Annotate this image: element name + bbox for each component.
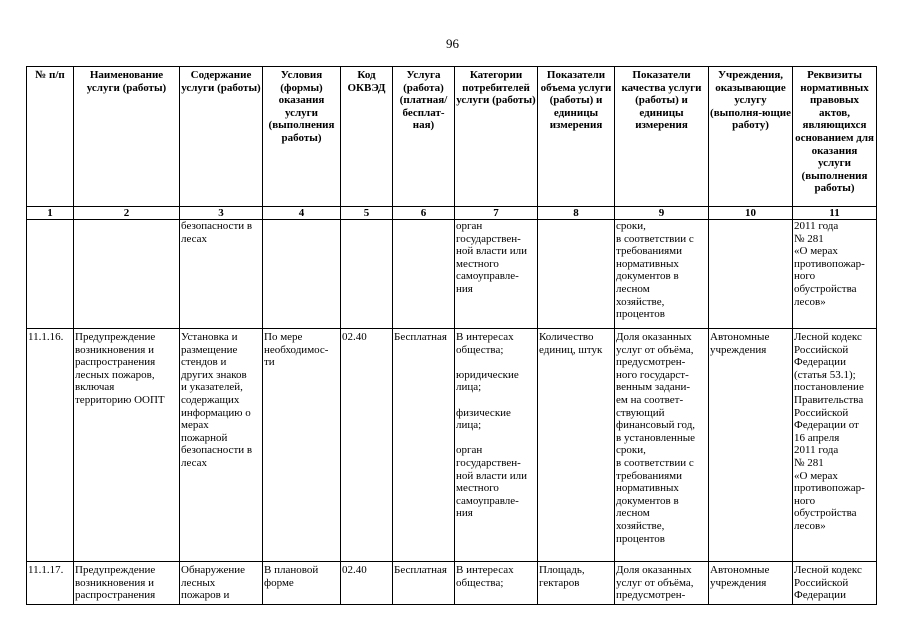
column-number: 5 xyxy=(341,207,393,220)
header-number: № п/п xyxy=(27,67,74,207)
cell-legal-acts: Лесной кодекс Российской Федерации (статья 53.1); постановление Правительства Российской Федерации от 16 апреля 2011 года № 281 «О мерах противопожар- ного обустройства лесов» xyxy=(793,329,877,562)
cell-paid-free xyxy=(393,220,455,329)
cell-number xyxy=(27,220,74,329)
header-institutions: Учреждения, оказывающие услугу (выполня-ющие работу) xyxy=(709,67,793,207)
header-consumer-categories: Категории потребителей услуги (работы) xyxy=(455,67,538,207)
cell-service-content: Обнаружение лесных пожаров и xyxy=(180,562,263,605)
column-number: 3 xyxy=(180,207,263,220)
cell-quality-indicators: сроки, в соответствии с требованиями нормативных документов в лесном хозяйстве, процентов xyxy=(615,220,709,329)
cell-quality-indicators: Доля оказанных услуг от объёма, предусмотрен- xyxy=(615,562,709,605)
cell-paid-free: Бесплатная xyxy=(393,329,455,562)
cell-consumer-categories: В интересах общества; xyxy=(455,562,538,605)
cell-legal-acts: Лесной кодекс Российской Федерации xyxy=(793,562,877,605)
header-legal-acts: Реквизиты нормативных правовых актов, являющихся основанием для оказания услуги (выполнения работы) xyxy=(793,67,877,207)
cell-volume-indicators: Количество единиц, штук xyxy=(538,329,615,562)
cell-service-name: Предупреждение возникновения и распространения лесных пожаров, включая территорию ООПТ xyxy=(74,329,180,562)
cell-okved-code xyxy=(341,220,393,329)
column-number: 11 xyxy=(793,207,877,220)
header-quality-indicators: Показатели качества услуги (работы) и единицы измерения xyxy=(615,67,709,207)
header-conditions: Условия (формы) оказания услуги (выполнения работы) xyxy=(263,67,341,207)
cell-institutions: Автономные учреждения xyxy=(709,329,793,562)
column-number: 8 xyxy=(538,207,615,220)
column-number: 10 xyxy=(709,207,793,220)
cell-conditions: По мере необходимос- ти xyxy=(263,329,341,562)
cell-service-name: Предупреждение возникновения и распространения xyxy=(74,562,180,605)
cell-conditions: В плановой форме xyxy=(263,562,341,605)
cell-okved-code: 02.40 xyxy=(341,562,393,605)
header-service-content: Содержание услуги (работы) xyxy=(180,67,263,207)
table-row xyxy=(27,329,877,562)
column-number: 1 xyxy=(27,207,74,220)
consumer-category-authorities: орган государствен- ной власти или местного самоуправле- ния xyxy=(456,444,528,520)
page-number: 96 xyxy=(446,36,459,51)
cell-consumer-categories: орган государствен- ной власти или местного самоуправле- ния xyxy=(455,220,538,329)
header-service-name: Наименование услуги (работы) xyxy=(74,67,180,207)
cell-volume-indicators: Площадь, гектаров xyxy=(538,562,615,605)
cell-service-name xyxy=(74,220,180,329)
cell-volume-indicators xyxy=(538,220,615,329)
column-number: 4 xyxy=(263,207,341,220)
column-number: 2 xyxy=(74,207,180,220)
cell-legal-acts: 2011 года № 281 «О мерах противопожар- ного обустройства лесов» xyxy=(793,220,877,329)
cell-service-content: безопасности в лесах xyxy=(180,220,263,329)
services-table xyxy=(26,66,877,605)
cell-number: 11.1.16. xyxy=(27,329,74,562)
column-number: 9 xyxy=(615,207,709,220)
cell-conditions xyxy=(263,220,341,329)
consumer-category-individuals: физические лица; xyxy=(456,406,511,432)
consumer-category-society: В интересах общества; xyxy=(456,331,514,356)
table-row xyxy=(27,220,877,329)
column-number: 7 xyxy=(455,207,538,220)
table-row xyxy=(27,562,877,605)
header-okved-code: Код ОКВЭД xyxy=(341,67,393,207)
column-number: 6 xyxy=(393,207,455,220)
cell-okved-code: 02.40 xyxy=(341,329,393,562)
header-paid-free: Услуга (работа) (платная/ бесплат-ная) xyxy=(393,67,455,207)
cell-service-content: Установка и размещение стендов и других знаков и указателей, содержащих информацию о мерах пожарной безопасности в лесах xyxy=(180,329,263,562)
cell-quality-indicators: Доля оказанных услуг от объёма, предусмотрен- ного государст- венным задани- ем на соответ- ствующий финансовый год, в установленные сроки, в соответствии с требованиями нормативных документов в лесном хозяйстве, процентов xyxy=(615,329,709,562)
consumer-category-legal-entities: юридические лица; xyxy=(456,368,519,394)
cell-paid-free: Бесплатная xyxy=(393,562,455,605)
cell-number: 11.1.17. xyxy=(27,562,74,605)
header-volume-indicators: Показатели объема услуги (работы) и единицы измерения xyxy=(538,67,615,207)
column-number-row xyxy=(27,207,877,220)
header-row xyxy=(27,67,877,207)
cell-institutions: Автономные учреждения xyxy=(709,562,793,605)
cell-institutions xyxy=(709,220,793,329)
cell-consumer-categories xyxy=(455,329,538,562)
